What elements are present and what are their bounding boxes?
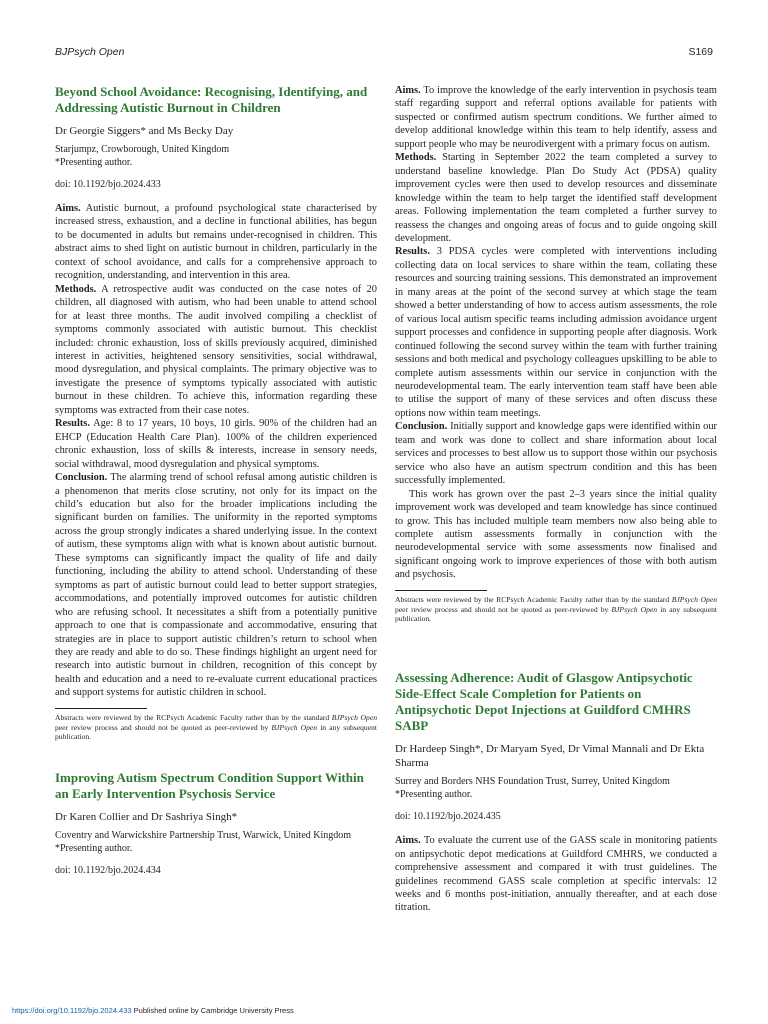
doi: doi: 10.1192/bjo.2024.433 — [55, 179, 161, 190]
abstract-title: Assessing Adherence: Audit of Glasgow Antipsychotic Side-Effect Scale Completion for Patients on Antipsychotic Depot Injections at Guildford CMHRS SABP — [395, 670, 693, 734]
abstract-2-heading — [55, 770, 377, 877]
presenting-author-note: *Presenting author. — [55, 157, 133, 168]
authors: Dr Georgie Siggers* and Ms Becky Day — [55, 125, 234, 137]
journal-name: BJPsych Open — [55, 46, 125, 58]
aims-paragraph — [395, 834, 717, 915]
footnote-journal: BJPsych Open — [331, 712, 377, 722]
footnote-text: peer review process and should not be quoted as peer-reviewed by — [395, 604, 612, 614]
conclusion-text: The alarming trend of school refusal among autistic children is a phenomenon that merits close scrutiny, not only for its impact on the child’s education but also for the broader implications including the significant burden on families. The uniformity in the reported symptoms across the group strongly indicates a shared underlying issue. In the context of autism, these symptoms align with what is known about autistic burnout. These symptoms can significantly impact the quality of life and daily functioning, including the ability to attend school. Understanding of these symptoms as part of autistic burnout could lead to better support strategies, accommodations, and potentially improved outcomes for autistic children who are refusing school. It necessitates a shift from a potentially punitive approach to one that is compassionate and accommodative, ensuring that strategies are in place to support autistic children’s return to school when they are ready and able to do so. These findings highlight an urgent need for research into autistic burnout in children, recognition of this concept by health and education and a need to re-evaluate current educational practices and support systems for autistic children in school. — [55, 472, 377, 699]
results-paragraph — [395, 245, 717, 420]
results-label: Results. — [55, 418, 90, 430]
right-column — [395, 84, 717, 915]
review-footnote — [55, 713, 377, 742]
footnote-divider — [55, 708, 147, 709]
doi: doi: 10.1192/bjo.2024.434 — [55, 865, 161, 877]
footnote-text: in any subsequent publication. — [395, 604, 717, 624]
continuation-paragraph: This work has grown over the past 2–3 years since the initial quality improvement work was developed and team knowledge has since continued to grow. This has included multiple team members now also being able to complete autism assessments formally in conjunction with the neurodevelopmental service with some assessments now finalised and significant ongoing work to improve experiences of those with both autism and psychosis. — [395, 488, 717, 581]
doi: doi: 10.1192/bjo.2024.435 — [395, 811, 501, 823]
doi-link[interactable]: https://doi.org/10.1192/bjo.2024.433 — [12, 1006, 132, 1015]
abstract-1 — [55, 84, 377, 742]
abstract-3 — [395, 670, 717, 915]
abstract-title: Beyond School Avoidance: Recognising, Identifying, and Addressing Autistic Burnout in Children — [55, 84, 368, 115]
footnote-text: in any subsequent publication. — [55, 722, 377, 742]
aims-paragraph — [55, 202, 377, 283]
abstract-title: Improving Autism Spectrum Condition Support Within an Early Intervention Psychosis Service — [55, 770, 364, 802]
results-text: Age: 8 to 17 years, 10 boys, 10 girls. 90% of the children had an EHCP (Education Health Care Plan). 100% of the children experienced chronic exhaustion, loss of skills & interests, increase in sensory needs, social withdrawal, mood dysregulation and physical symptoms. — [55, 418, 377, 470]
presenting-author-note: *Presenting author. — [55, 843, 133, 855]
methods-text: Starting in September 2022 the team completed a survey to understand baseline knowledge. Plan Do Study Act (PDSA) quality improvement cycles were then used to develop resources and disseminate knowledge within the team to help target the identified staff development areas. Following implementation the team completed a further survey to reassess the changes and ongoing areas of focus and to guide ongoing skill development. — [395, 152, 717, 244]
methods-paragraph — [395, 151, 717, 245]
left-column — [55, 84, 377, 888]
footnote-journal: BJPsych Open — [671, 594, 717, 604]
footnote-journal: BJPsych Open — [271, 722, 318, 732]
authors: Dr Hardeep Singh*, Dr Maryam Syed, Dr Vimal Mannali and Dr Ekta Sharma — [395, 743, 705, 770]
footnote-text: peer review process and should not be quoted as peer-reviewed by — [55, 722, 272, 732]
presenting-author-note: *Presenting author. — [395, 789, 473, 801]
aims-label: Aims. — [55, 203, 81, 214]
affiliation: Surrey and Borders NHS Foundation Trust, Surrey, United Kingdom — [395, 776, 670, 788]
methods-label: Methods. — [395, 152, 437, 164]
methods-text: A retrospective audit was conducted on the case notes of 20 children, all diagnosed with autism, who had been unable to attend school for at least three months. The audit involved compiling a checklist of symptoms commonly associated with autistic burnout. This checklist included: chronic exhaustion, loss of skills previously acquired, diminished interest in activities, heightened sensory sensitivities, social withdrawal, mood dysregulation, and physical complaints. The primary objective was to investigate the presence of symptoms typically associated with autistic burnout in these children. To achieve this, information regarding these symptoms was extracted from their case notes. — [55, 283, 377, 416]
footnote-divider — [395, 590, 487, 591]
authors: Dr Karen Collier and Dr Sashriya Singh* — [55, 811, 238, 824]
publisher-note: Published online by Cambridge University Press — [133, 1006, 294, 1015]
conclusion-paragraph — [395, 420, 717, 487]
aims-text: To evaluate the current use of the GASS scale in monitoring patients on antipsychotic depot medications at Guildford CMHRS, we conducted a comprehensive assessment and compared it with trust guidelines. The guidelines recommend GASS scale completion at specific intervals: 12 weeks and 6 months post-initiation, annually thereafter, and at each dose titration. — [395, 835, 717, 914]
page-footer — [12, 1006, 294, 1015]
conclusion-text: Initially support and knowledge gaps were identified within our team and work was done to collect and share information about local services and processes to best allow us to support those within our psychosis service who also have an autism spectrum condition and this has been successfully implemented. — [395, 421, 717, 487]
results-label: Results. — [395, 246, 430, 258]
page-number: S169 — [688, 46, 713, 58]
footnote-text: Abstracts were reviewed by the RCPsych Academic Faculty rather than by the standard — [395, 594, 672, 604]
footnote-text: Abstracts were reviewed by the RCPsych Academic Faculty rather than by the standard — [55, 712, 332, 722]
review-footnote — [395, 595, 717, 624]
affiliation: Coventry and Warwickshire Partnership Trust, Warwick, United Kingdom — [55, 830, 352, 842]
running-head — [55, 46, 713, 62]
aims-paragraph — [395, 84, 717, 151]
aims-label: Aims. — [395, 85, 421, 96]
aims-text: Autistic burnout, a profound psychological state characterised by increased stress, exhaustion, and a decline in functional abilities, has begun to be documented in adults but remains under-recognised in children. This abstract aims to shed light on autistic burnout in children, particularly in the context of school avoidance, and calls for a comprehensive approach to recognition, understanding, and intervention in this area. — [55, 203, 377, 282]
conclusion-label: Conclusion. — [55, 472, 108, 484]
affiliation: Starjumpz, Crowborough, United Kingdom — [55, 144, 230, 155]
aims-label: Aims. — [395, 835, 421, 847]
conclusion-label: Conclusion. — [395, 421, 448, 433]
abstract-2-body — [395, 84, 717, 624]
results-text: 3 PDSA cycles were completed with interventions including collecting data on local services to share within the team, collating these resources and sourcing training sessions. This demonstrated an improvement in many areas at the point of the second survey at which stage the team showed a better understanding of how to access autism assessments, the role of various local autism specific teams including admission avoidance urgent support processes and confidence in supporting people after diagnosis. Work continued following the second survey within the team with further training sessions and both medical and psychology colleagues upskilling to be able to complete autism assessments within our service in conjunction with the neurodevelopmental team. The early intervention team staff have been able to utilise the support of many of these services and often discuss these options now within team meetings. — [395, 246, 717, 419]
aims-text: To improve the knowledge of the early intervention in psychosis team staff regarding support and referral options available for patients with suspected or confirmed autism spectrum conditions. We further aimed to develop additional knowledge within this team to help identify, assess and support people who may be neurodivergent with a primary focus on autism. — [395, 85, 717, 150]
conclusion-paragraph — [55, 471, 377, 700]
methods-label: Methods. — [55, 283, 97, 295]
results-paragraph — [55, 417, 377, 471]
footnote-journal: BJPsych Open — [611, 604, 658, 614]
methods-paragraph — [55, 283, 377, 418]
